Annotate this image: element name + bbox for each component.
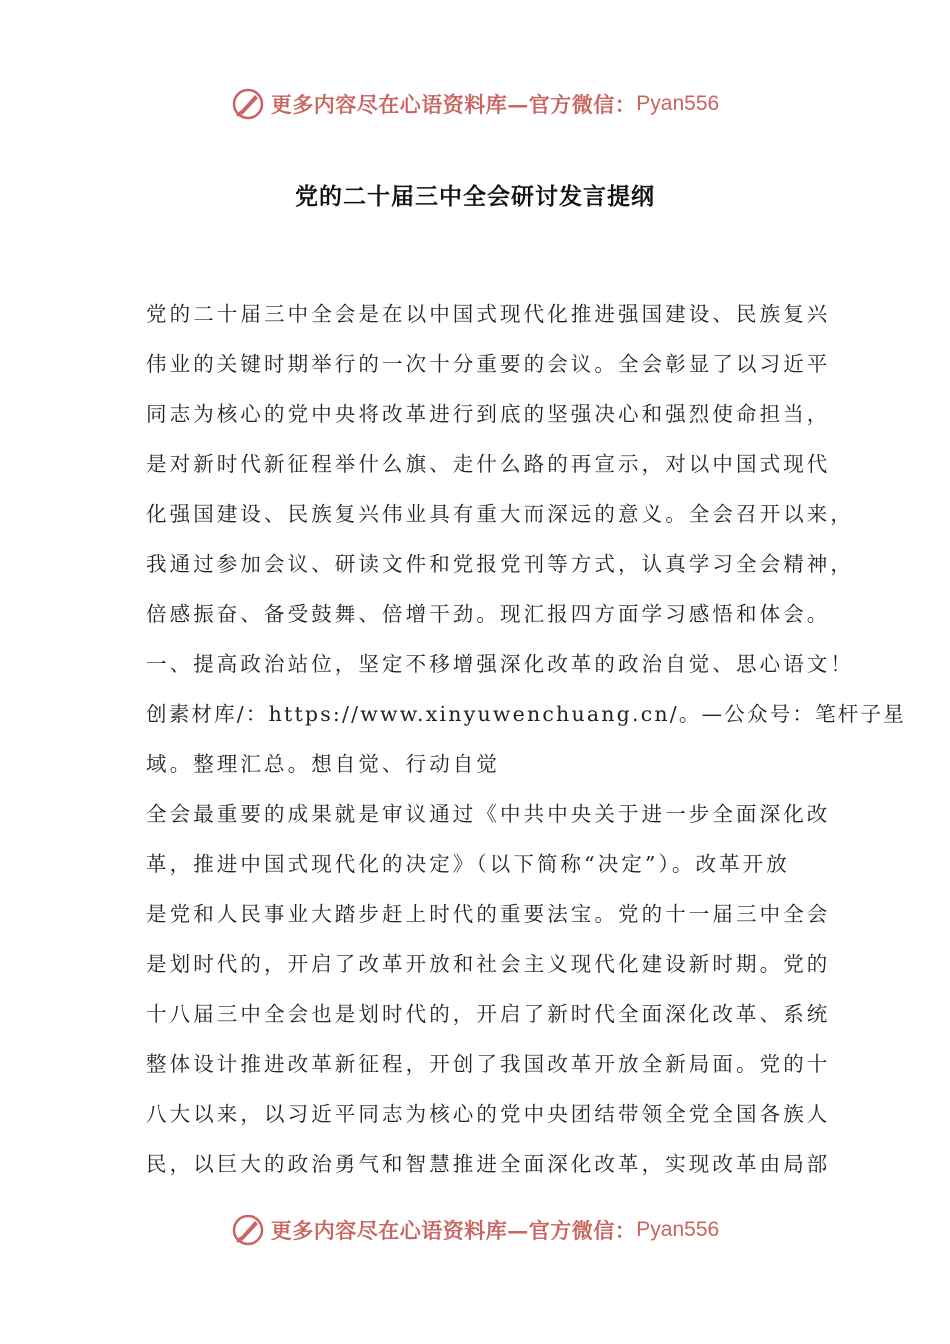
text-line: 整体设计推进改革新征程，开创了我国改革开放全新局面。党的十 (146, 1052, 831, 1076)
banner-wechat-id: Pyan556 (636, 1218, 720, 1241)
text-line: 是对新时代新征程举什么旗、走什么路的再宣示，对以中国式现代 (146, 452, 831, 476)
url-line: 创素材库/：https://www.xinyuwenchuang.cn/。—公众号：笔杆子星 (146, 702, 906, 726)
text-line: 党的二十届三中全会是在以中国式现代化推进强国建设、民族复兴 (146, 302, 831, 326)
text-line: 全会最重要的成果就是审议通过《中共中央关于进一步全面深化改 (146, 802, 831, 826)
text-line: 我通过参加会议、研读文件和党报党刊等方式，认真学习全会精神， (146, 552, 854, 576)
text-line: 域。整理汇总。想自觉、行动自觉 (146, 752, 500, 776)
section-heading-line: 一、提高政治站位，坚定不移增强深化改革的政治自觉、思心语文！ (146, 652, 854, 676)
footer-banner (0, 1210, 950, 1250)
document-body (146, 294, 906, 1194)
quill-logo-icon (231, 87, 265, 121)
text-line: 伟业的关键时期举行的一次十分重要的会议。全会彰显了以习近平 (146, 352, 831, 376)
text-line: 是划时代的，开启了改革开放和社会主义现代化建设新时期。党的 (146, 952, 831, 976)
document-title: 党的二十届三中全会研讨发言提纲 (295, 184, 655, 210)
header-banner (0, 84, 950, 124)
text-line: 十八届三中全会也是划时代的，开启了新时代全面深化改革、系统 (146, 1002, 831, 1026)
text-line: 化强国建设、民族复兴伟业具有重大而深远的意义。全会召开以来， (146, 502, 854, 526)
quill-logo-icon (231, 1213, 265, 1247)
text-line: 同志为核心的党中央将改革进行到底的坚强决心和强烈使命担当， (146, 402, 831, 426)
text-line: 民，以巨大的政治勇气和智慧推进全面深化改革，实现改革由局部 (146, 1152, 831, 1176)
text-line: 八大以来，以习近平同志为核心的党中央团结带领全党全国各族人 (146, 1102, 831, 1126)
banner-text: 更多内容尽在心语资料库—官方微信： (270, 1218, 637, 1243)
text-line: 倍感振奋、备受鼓舞、倍增干劲。现汇报四方面学习感悟和体会。 (146, 602, 831, 626)
banner-wechat-id: Pyan556 (636, 92, 720, 115)
text-line: 革，推进中国式现代化的决定》（以下简称“决定”）。改革开放 (146, 852, 790, 876)
text-line: 是党和人民事业大踏步赶上时代的重要法宝。党的十一届三中全会 (146, 902, 831, 926)
banner-text: 更多内容尽在心语资料库—官方微信： (270, 92, 637, 117)
